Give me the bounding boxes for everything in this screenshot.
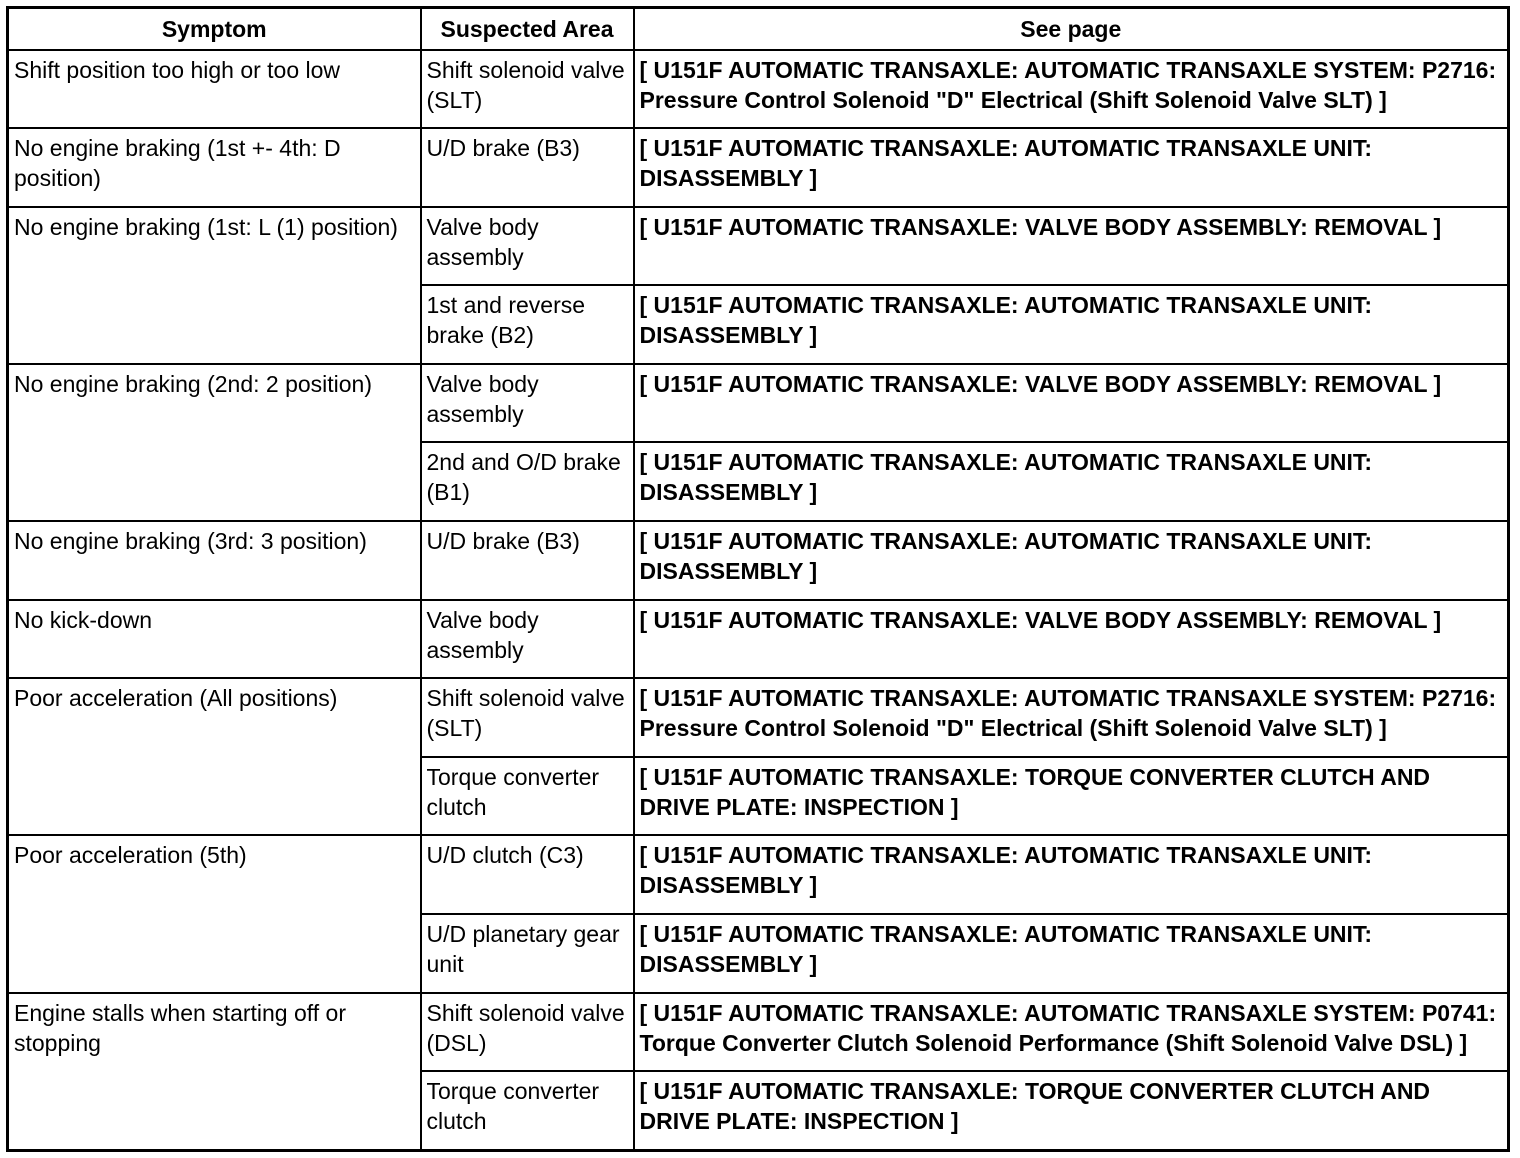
- symptom-cell: Poor acceleration (All positions): [8, 678, 421, 835]
- table-row: [8, 521, 1509, 600]
- header-row: [8, 8, 1509, 50]
- table-row: [8, 600, 1509, 679]
- suspected-area-cell: Shift solenoid valve (SLT): [421, 678, 634, 757]
- see-page-link[interactable]: [ U151F AUTOMATIC TRANSAXLE: TORQUE CONVERTER CLUTCH AND DRIVE PLATE: INSPECTION ]: [634, 1071, 1509, 1150]
- see-page-link[interactable]: [ U151F AUTOMATIC TRANSAXLE: AUTOMATIC TRANSAXLE SYSTEM: P2716: Pressure Control Solenoid "D" Electrical (Shift Solenoid Valve SLT) ]: [634, 50, 1509, 129]
- suspected-area-cell: Valve body assembly: [421, 207, 634, 286]
- symptom-cell: No engine braking (1st +- 4th: D position): [8, 128, 421, 207]
- suspected-area-cell: U/D planetary gear unit: [421, 914, 634, 993]
- header-see-page: See page: [634, 8, 1509, 50]
- see-page-link[interactable]: [ U151F AUTOMATIC TRANSAXLE: AUTOMATIC TRANSAXLE UNIT: DISASSEMBLY ]: [634, 285, 1509, 364]
- symptom-cell: Engine stalls when starting off or stopping: [8, 993, 421, 1151]
- suspected-area-cell: Shift solenoid valve (SLT): [421, 50, 634, 129]
- see-page-link[interactable]: [ U151F AUTOMATIC TRANSAXLE: AUTOMATIC TRANSAXLE SYSTEM: P0741: Torque Converter Clutch Solenoid Performance (Shift Solenoid Valve DSL) ]: [634, 993, 1509, 1072]
- suspected-area-cell: 2nd and O/D brake (B1): [421, 442, 634, 521]
- suspected-area-cell: U/D brake (B3): [421, 521, 634, 600]
- header-suspected-area: Suspected Area: [421, 8, 634, 50]
- see-page-link[interactable]: [ U151F AUTOMATIC TRANSAXLE: VALVE BODY ASSEMBLY: REMOVAL ]: [634, 207, 1509, 286]
- symptom-cell: Shift position too high or too low: [8, 50, 421, 129]
- symptom-cell: No kick-down: [8, 600, 421, 679]
- see-page-link[interactable]: [ U151F AUTOMATIC TRANSAXLE: AUTOMATIC TRANSAXLE UNIT: DISASSEMBLY ]: [634, 914, 1509, 993]
- symptom-cell: No engine braking (3rd: 3 position): [8, 521, 421, 600]
- suspected-area-cell: 1st and reverse brake (B2): [421, 285, 634, 364]
- suspected-area-cell: U/D brake (B3): [421, 128, 634, 207]
- suspected-area-cell: Shift solenoid valve (DSL): [421, 993, 634, 1072]
- see-page-link[interactable]: [ U151F AUTOMATIC TRANSAXLE: AUTOMATIC TRANSAXLE UNIT: DISASSEMBLY ]: [634, 521, 1509, 600]
- table-row: [8, 128, 1509, 207]
- suspected-area-cell: Valve body assembly: [421, 600, 634, 679]
- suspected-area-cell: U/D clutch (C3): [421, 835, 634, 914]
- suspected-area-cell: Valve body assembly: [421, 364, 634, 443]
- symptom-cell: Poor acceleration (5th): [8, 835, 421, 992]
- table-row: [8, 364, 1509, 443]
- troubleshooting-table: [6, 6, 1510, 1152]
- see-page-link[interactable]: [ U151F AUTOMATIC TRANSAXLE: VALVE BODY ASSEMBLY: REMOVAL ]: [634, 600, 1509, 679]
- see-page-link[interactable]: [ U151F AUTOMATIC TRANSAXLE: AUTOMATIC TRANSAXLE UNIT: DISASSEMBLY ]: [634, 128, 1509, 207]
- see-page-link[interactable]: [ U151F AUTOMATIC TRANSAXLE: TORQUE CONVERTER CLUTCH AND DRIVE PLATE: INSPECTION ]: [634, 757, 1509, 836]
- table-row: [8, 207, 1509, 286]
- table-row: [8, 993, 1509, 1072]
- symptom-cell: No engine braking (2nd: 2 position): [8, 364, 421, 521]
- header-symptom: Symptom: [8, 8, 421, 50]
- table-row: [8, 50, 1509, 129]
- table-row: [8, 835, 1509, 914]
- suspected-area-cell: Torque converter clutch: [421, 757, 634, 836]
- see-page-link[interactable]: [ U151F AUTOMATIC TRANSAXLE: AUTOMATIC TRANSAXLE UNIT: DISASSEMBLY ]: [634, 835, 1509, 914]
- see-page-link[interactable]: [ U151F AUTOMATIC TRANSAXLE: AUTOMATIC TRANSAXLE SYSTEM: P2716: Pressure Control Solenoid "D" Electrical (Shift Solenoid Valve SLT) ]: [634, 678, 1509, 757]
- see-page-link[interactable]: [ U151F AUTOMATIC TRANSAXLE: AUTOMATIC TRANSAXLE UNIT: DISASSEMBLY ]: [634, 442, 1509, 521]
- suspected-area-cell: Torque converter clutch: [421, 1071, 634, 1150]
- see-page-link[interactable]: [ U151F AUTOMATIC TRANSAXLE: VALVE BODY ASSEMBLY: REMOVAL ]: [634, 364, 1509, 443]
- symptom-cell: No engine braking (1st: L (1) position): [8, 207, 421, 364]
- table-row: [8, 678, 1509, 757]
